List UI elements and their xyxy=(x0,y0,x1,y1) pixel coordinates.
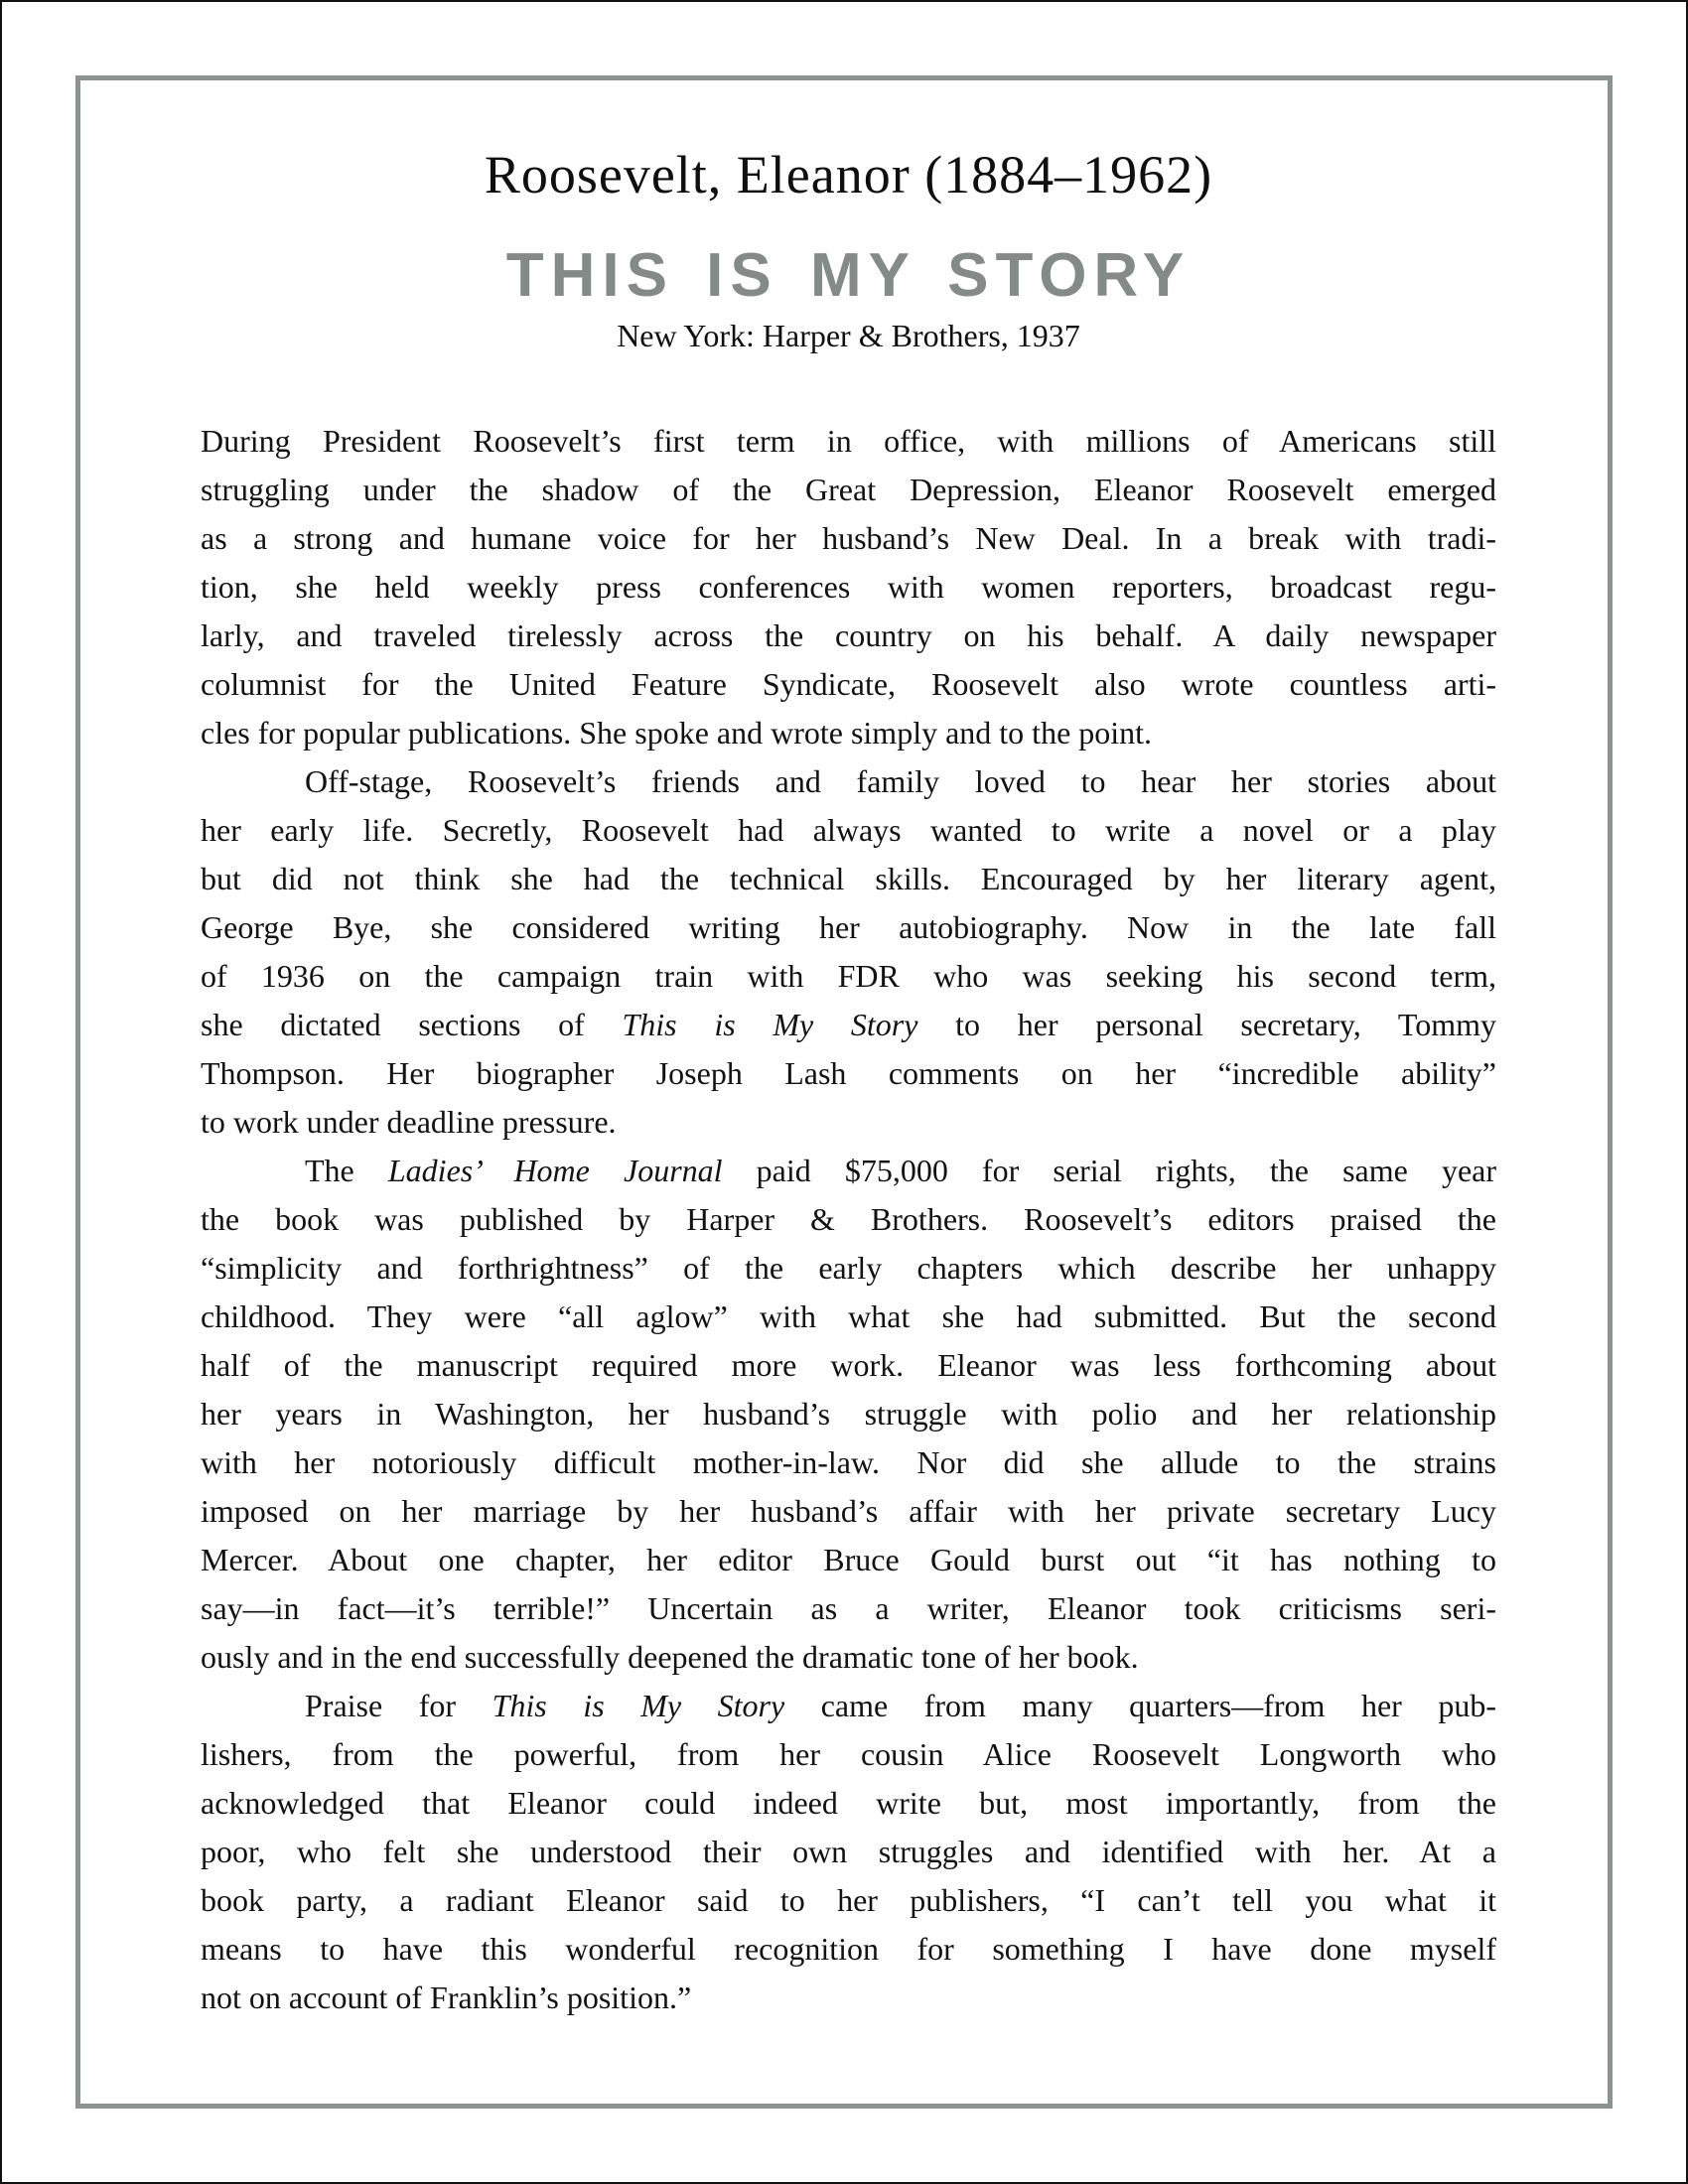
text-line xyxy=(201,1293,1496,1341)
imprint-line: New York: Harper & Brothers, 1937 xyxy=(617,318,1080,353)
text-segment: means to have this wonderful recognition for something I have done myself xyxy=(201,1931,1496,1967)
text-line xyxy=(201,1195,1496,1244)
text-segment: to work under deadline pressure. xyxy=(201,1104,617,1140)
text-line xyxy=(201,612,1496,660)
text-segment: the book was published by Harper & Brothers. Roosevelt’s editors praised the xyxy=(201,1201,1496,1237)
text-line xyxy=(201,1049,1496,1098)
text-line xyxy=(201,1974,1496,2022)
book-title: THIS IS MY STORY xyxy=(505,241,1192,310)
paragraph xyxy=(201,1682,1496,2022)
text-segment: say—in fact—it’s terrible!” Uncertain as a writer, Eleanor took criticisms seri- xyxy=(201,1590,1496,1626)
text-line xyxy=(201,466,1496,514)
text-segment: her early life. Secretly, Roosevelt had always wanted to write a novel or a play xyxy=(201,812,1496,848)
text-line xyxy=(201,1536,1496,1584)
paragraph xyxy=(201,417,1496,757)
text-line xyxy=(201,1390,1496,1438)
paragraph xyxy=(201,1147,1496,1682)
text-line xyxy=(201,1779,1496,1828)
italic-title-text: This is My Story xyxy=(622,1007,918,1042)
text-line xyxy=(201,855,1496,903)
text-line xyxy=(201,1244,1496,1293)
text-line xyxy=(201,903,1496,952)
text-segment: she dictated sections of xyxy=(201,1007,623,1042)
text-line xyxy=(201,1730,1496,1779)
text-line xyxy=(201,1584,1496,1633)
text-segment: to her personal secretary, Tommy xyxy=(917,1007,1496,1042)
text-line xyxy=(201,757,1496,806)
text-segment: paid $75,000 for serial rights, the same year xyxy=(722,1153,1496,1188)
text-segment: came from many quarters—from her pub- xyxy=(784,1688,1496,1723)
text-segment: Off-stage, Roosevelt’s friends and family loved to hear her stories about xyxy=(305,763,1496,799)
text-line xyxy=(201,1098,1496,1147)
paragraph xyxy=(201,757,1496,1147)
text-segment: not on account of Franklin’s position.” xyxy=(201,1979,692,2015)
text-segment: half of the manuscript required more work. Eleanor was less forthcoming about xyxy=(201,1347,1496,1383)
text-segment: with her notoriously difficult mother-in-law. Nor did she allude to the strains xyxy=(201,1444,1496,1480)
text-segment: ously and in the end successfully deepened the dramatic tone of her book. xyxy=(201,1639,1139,1675)
text-line xyxy=(201,1925,1496,1974)
entry-heading: Roosevelt, Eleanor (1884–1962) xyxy=(484,145,1213,205)
text-segment: Praise for xyxy=(305,1688,492,1723)
text-segment: columnist for the United Feature Syndicate, Roosevelt also wrote countless arti- xyxy=(201,666,1496,702)
text-line xyxy=(201,1147,1496,1195)
text-line xyxy=(201,1633,1496,1682)
text-line xyxy=(201,806,1496,855)
text-segment: her years in Washington, her husband’s struggle with polio and her relationship xyxy=(201,1396,1496,1432)
text-line xyxy=(201,1487,1496,1536)
text-segment: Mercer. About one chapter, her editor Bruce Gould burst out “it has nothing to xyxy=(201,1542,1496,1577)
text-line xyxy=(201,1828,1496,1876)
text-line xyxy=(201,514,1496,563)
text-line xyxy=(201,1876,1496,1925)
text-segment: struggling under the shadow of the Great Depression, Eleanor Roosevelt emerged xyxy=(201,472,1496,507)
text-line xyxy=(201,417,1496,466)
text-segment: lishers, from the powerful, from her cousin Alice Roosevelt Longworth who xyxy=(201,1736,1496,1772)
text-segment: acknowledged that Eleanor could indeed write but, most importantly, from the xyxy=(201,1785,1496,1821)
body-text xyxy=(201,417,1496,2022)
text-segment: but did not think she had the technical skills. Encouraged by her literary agent, xyxy=(201,861,1496,896)
text-segment: poor, who felt she understood their own struggles and identified with her. At a xyxy=(201,1834,1496,1869)
text-segment: The xyxy=(305,1153,388,1188)
text-segment: George Bye, she considered writing her autobiography. Now in the late fall xyxy=(201,909,1496,945)
text-segment: “simplicity and forthrightness” of the early chapters which describe her unhappy xyxy=(201,1250,1496,1286)
text-line xyxy=(201,1001,1496,1049)
text-line xyxy=(201,563,1496,612)
text-segment: book party, a radiant Eleanor said to her publishers, “I can’t tell you what it xyxy=(201,1882,1496,1918)
text-segment: as a strong and humane voice for her husband’s New Deal. In a break with tradi- xyxy=(201,520,1496,556)
text-segment: larly, and traveled tirelessly across the country on his behalf. A daily newspaper xyxy=(201,617,1496,653)
text-line xyxy=(201,1682,1496,1730)
italic-title-text: Ladies’ Home Journal xyxy=(387,1153,723,1188)
text-segment: childhood. They were “all aglow” with what she had submitted. But the second xyxy=(201,1298,1496,1334)
text-segment: imposed on her marriage by her husband’s affair with her private secretary Lucy xyxy=(201,1493,1496,1529)
text-line xyxy=(201,709,1496,757)
text-segment: Thompson. Her biographer Joseph Lash comments on her “incredible ability” xyxy=(201,1055,1496,1091)
text-segment: During President Roosevelt’s first term in office, with millions of Americans still xyxy=(201,423,1496,459)
text-line xyxy=(201,1341,1496,1390)
text-segment: of 1936 on the campaign train with FDR who was seeking his second term, xyxy=(201,958,1496,994)
text-line xyxy=(201,952,1496,1001)
italic-title-text: This is My Story xyxy=(492,1688,785,1723)
text-segment: cles for popular publications. She spoke and wrote simply and to the point. xyxy=(201,715,1153,751)
text-line xyxy=(201,1438,1496,1487)
text-line xyxy=(201,660,1496,709)
text-segment: tion, she held weekly press conferences with women reporters, broadcast regu- xyxy=(201,569,1496,605)
